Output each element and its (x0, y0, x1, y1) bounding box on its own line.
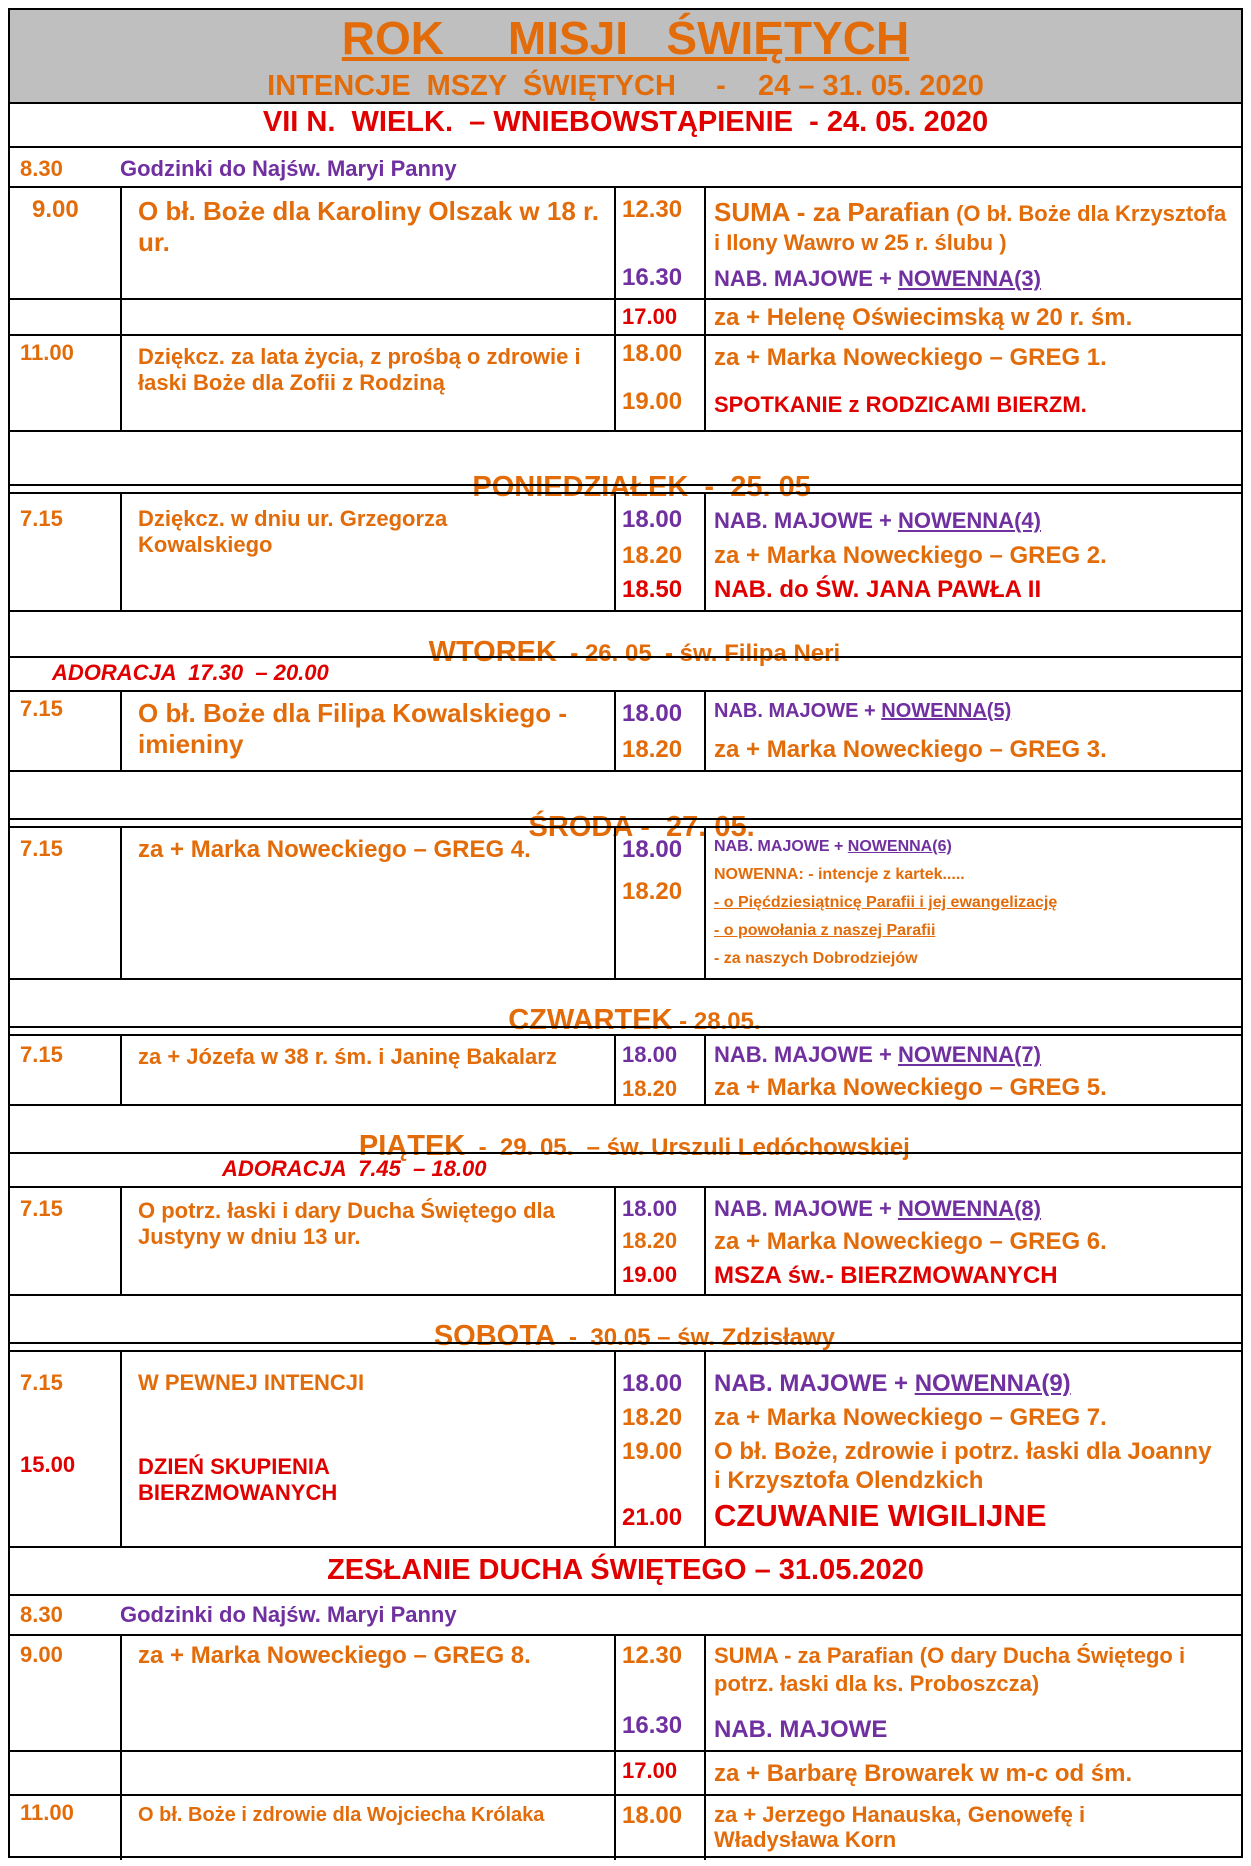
column-divider (120, 1034, 122, 1104)
day-date: - 28.05. (672, 1008, 761, 1036)
mass-intention: za + Marka Noweckiego – GREG 2. (714, 542, 1107, 569)
day-name: CZWARTEK (508, 1004, 673, 1037)
mass-intention: O bł. Boże i zdrowie dla Wojciecha Królaka (138, 1804, 545, 1826)
time-label: 7.15 (20, 1370, 63, 1395)
day-title-pentecost: ZESŁANIE DUCHA ŚWIĘTEGO – 31.05.2020 (327, 1554, 924, 1586)
column-divider (120, 492, 122, 610)
column-divider (120, 690, 122, 770)
day-date: - 29. 05. – św. Urszuli Ledóchowskiej (465, 1134, 910, 1162)
mass-intention: za + Marka Noweckiego – GREG 4. (138, 836, 531, 863)
day-date: - 26. 05 - św. Filipa Neri (556, 640, 841, 668)
mass-intention: za + Marka Noweckiego – GREG 7. (714, 1404, 1107, 1431)
mass-intention (714, 1642, 1234, 1697)
mass-intention-main: SUMA - za Parafian (714, 1643, 914, 1668)
time-label: 18.00 (622, 700, 683, 727)
page-title: ROK MISJI ŚWIĘTYCH (341, 12, 910, 64)
hours-text: Godzinki do Najśw. Maryi Panny (120, 156, 457, 181)
column-divider (704, 1350, 706, 1546)
devotion-text-main: NAB. MAJOWE + (714, 838, 848, 855)
divider (10, 1546, 1241, 1548)
mass-intention: za + Marka Noweckiego – GREG 5. (714, 1074, 1107, 1101)
time-label: 18.00 (622, 1802, 683, 1829)
column-divider (704, 1634, 706, 1860)
time-label: 12.30 (622, 1642, 683, 1669)
column-divider (614, 1350, 616, 1546)
column-divider (120, 826, 122, 978)
devotion-text (714, 1042, 1041, 1067)
column-divider (704, 1186, 706, 1294)
divider (10, 690, 1241, 692)
novena-intention: - o powołania z naszej Parafii (714, 922, 936, 939)
time-label: 7.15 (20, 836, 63, 861)
mass-intention: za + Marka Noweckiego – GREG 6. (714, 1228, 1107, 1255)
event-text: MSZA św.- BIERZMOWANYCH (714, 1262, 1058, 1289)
novena-label: NOWENNA(7) (897, 1042, 1041, 1067)
divider (10, 298, 1241, 300)
adoration-note: ADORACJA 17.30 – 20.00 (52, 660, 329, 685)
day-title-sunday-ascension: VII N. WIELK. – WNIEBOWSTĄPIENIE - 24. 05. 2020 (262, 106, 989, 138)
divider (10, 826, 1241, 828)
time-label: 18.00 (622, 1196, 678, 1221)
divider (10, 102, 1241, 104)
time-label: 16.30 (622, 264, 683, 291)
time-label: 18.50 (622, 576, 683, 603)
divider (10, 1026, 1241, 1028)
divider (10, 1794, 1241, 1796)
mass-intention: za + Barbarę Browarek w m-c od śm. (714, 1760, 1133, 1787)
mass-intention (714, 196, 1234, 256)
mass-intention: O bł. Boże dla Filipa Kowalskiego - imieniny (138, 698, 568, 760)
event-text: NAB. do ŚW. JANA PAWŁA II (714, 576, 1042, 603)
event-text: SPOTKANIE z RODZICAMI BIERZM. (714, 392, 1087, 417)
novena-intention: - za naszych Dobrodziejów (714, 950, 918, 967)
mass-intention: za + Marka Noweckiego – GREG 1. (714, 344, 1107, 371)
day-date: - 30.05 – św. Zdzisławy (555, 1324, 835, 1352)
column-divider (614, 690, 616, 770)
mass-intention: Dziękcz. w dniu ur. Grzegorza Kowalskiego (138, 506, 448, 558)
time-label: 17.00 (622, 304, 678, 329)
devotion-text-main: NAB. MAJOWE + (714, 1042, 898, 1067)
devotion-text (714, 1370, 1071, 1398)
time-label: 9.00 (32, 196, 79, 223)
mass-intention: za + Józefa w 38 r. śm. i Janinę Bakalarz (138, 1044, 557, 1069)
event-text: DZIEŃ SKUPIENIA BIERZMOWANYCH (138, 1454, 338, 1506)
divider (10, 1152, 1241, 1154)
time-label: 8.30 (20, 1602, 63, 1627)
devotion-text-main: NAB. MAJOWE + (714, 266, 898, 291)
time-label: 21.00 (622, 1504, 683, 1531)
day-date: - 25. 05 (688, 471, 811, 504)
column-divider (704, 186, 706, 430)
day-name: WTOREK (428, 636, 557, 669)
hours-text: Godzinki do Najśw. Maryi Panny (120, 1602, 457, 1627)
divider (10, 492, 1241, 494)
devotion-text (714, 838, 952, 856)
time-label: 9.00 (20, 1642, 63, 1667)
time-label: 18.20 (622, 542, 683, 569)
time-label: 19.00 (622, 1262, 678, 1287)
novena-label: NOWENNA(9) (914, 1370, 1071, 1397)
devotion-text-main: NAB. MAJOWE + (714, 700, 882, 722)
novena-label: NOWENNA(5) (881, 700, 1012, 722)
column-divider (704, 826, 706, 978)
schedule-sheet (8, 8, 1243, 1858)
novena-intention: - o Pięćdziesiątnicę Parafii i jej ewangelizację (714, 894, 1058, 911)
mass-intention: W PEWNEJ INTENCJI (138, 1370, 365, 1395)
time-label: 18.00 (622, 836, 683, 863)
novena-label: NOWENNA(6) (847, 838, 952, 855)
novena-intention-heading: NOWENNA: - intencje z kartek..... (714, 866, 965, 883)
novena-label: NOWENNA(4) (897, 508, 1041, 533)
divider (10, 978, 1241, 980)
mass-intention-detail: (O bł. Boże dla Krzysztofa i Ilony Wawro w 25 r. ślubu ) (714, 201, 1227, 255)
time-label: 15.00 (20, 1452, 76, 1477)
devotion-text-main: NAB. MAJOWE + (714, 1196, 898, 1221)
column-divider (614, 1186, 616, 1294)
time-label: 11.00 (20, 340, 74, 365)
time-label: 8.30 (20, 156, 63, 181)
devotion-text-main: NAB. MAJOWE + (714, 1370, 915, 1397)
column-divider (120, 186, 122, 430)
day-name: SOBOTA (433, 1320, 556, 1353)
divider (10, 1750, 1241, 1752)
mass-intention-main: SUMA - za Parafian (714, 197, 950, 227)
time-label: 18.20 (622, 1404, 683, 1431)
divider (10, 656, 1241, 658)
divider (10, 1350, 1241, 1352)
day-name: ŚRODA (528, 811, 633, 844)
time-label: 7.15 (20, 1196, 63, 1221)
divider (10, 1104, 1241, 1106)
time-label: 19.00 (622, 388, 683, 415)
divider (10, 770, 1241, 772)
column-divider (120, 1186, 122, 1294)
divider (10, 484, 1241, 486)
column-divider (614, 1634, 616, 1860)
day-title-friday (10, 1112, 1241, 1182)
devotion-text-main: NAB. MAJOWE + (714, 508, 898, 533)
time-label: 7.15 (20, 506, 63, 531)
column-divider (120, 1634, 122, 1860)
divider (10, 1294, 1241, 1296)
time-label: 18.20 (622, 736, 683, 763)
divider (10, 146, 1241, 148)
mass-intention: O bł. Boże, zdrowie i potrz. łaski dla Joanny i Krzysztofa Olendzkich (714, 1438, 1212, 1494)
novena-label: NOWENNA(8) (897, 1196, 1041, 1221)
column-divider (614, 826, 616, 978)
column-divider (614, 492, 616, 610)
time-label: 16.30 (622, 1712, 683, 1739)
divider (10, 1594, 1241, 1596)
divider (10, 818, 1241, 820)
divider (10, 1186, 1241, 1188)
divider (10, 1634, 1241, 1636)
mass-intention: za + Marka Noweckiego – GREG 8. (138, 1642, 531, 1669)
day-title-saturday (10, 1302, 1241, 1372)
column-divider (704, 690, 706, 770)
divider (10, 1342, 1241, 1344)
devotion-text (714, 266, 1041, 291)
devotion-text (714, 700, 1011, 723)
time-label: 18.20 (622, 878, 683, 905)
day-date: - 27. 05. (632, 811, 755, 844)
day-name: PIĄTEK (358, 1130, 466, 1163)
mass-intention: za + Jerzego Hanauska, Genowefę i Władysława Korn (714, 1802, 1086, 1853)
event-text: CZUWANIE WIGILIJNE (714, 1498, 1047, 1533)
devotion-text: NAB. MAJOWE (714, 1716, 888, 1743)
adoration-note: ADORACJA 7.45 – 18.00 (222, 1156, 487, 1181)
devotion-text (714, 1196, 1041, 1221)
day-name: PONIEDZIAŁEK (472, 471, 689, 504)
time-label: 7.15 (20, 696, 63, 721)
divider (10, 334, 1241, 336)
mass-intention: za + Marka Noweckiego – GREG 3. (714, 736, 1107, 763)
mass-intention: O bł. Boże dla Karoliny Olszak w 18 r. ur. (138, 196, 599, 258)
time-label: 18.00 (622, 1042, 678, 1067)
divider (10, 610, 1241, 612)
time-label: 19.00 (622, 1438, 683, 1465)
devotion-text (714, 508, 1041, 533)
divider (10, 430, 1241, 432)
mass-intention: O potrz. łaski i dary Ducha Świętego dla Justyny w dniu 13 ur. (138, 1198, 555, 1250)
column-divider (614, 1034, 616, 1104)
mass-intention: za + Helenę Oświecimską w 20 r. śm. (714, 304, 1133, 331)
page-subtitle: INTENCJE MSZY ŚWIĘTYCH - 24 – 31. 05. 2020 (267, 70, 984, 102)
column-divider (614, 186, 616, 430)
column-divider (704, 492, 706, 610)
column-divider (120, 1350, 122, 1546)
time-label: 18.00 (622, 1370, 683, 1397)
time-label: 18.00 (622, 340, 683, 367)
time-label: 12.30 (622, 196, 683, 223)
time-label: 18.00 (622, 506, 683, 533)
time-label: 17.00 (622, 1758, 678, 1783)
time-label: 18.20 (622, 1228, 678, 1253)
mass-intention: Dziękcz. za lata życia, z prośbą o zdrowie i łaski Boże dla Zofii z Rodziną (138, 344, 581, 396)
mass-intention-detail: (O dary Ducha Świętego i potrz. łaski dla ks. Proboszcza) (714, 1643, 1186, 1696)
time-label: 11.00 (20, 1800, 74, 1825)
divider (10, 186, 1241, 188)
column-divider (704, 1034, 706, 1104)
novena-label: NOWENNA(3) (897, 266, 1041, 291)
time-label: 18.20 (622, 1076, 678, 1101)
time-label: 7.15 (20, 1042, 63, 1067)
divider (10, 1034, 1241, 1036)
